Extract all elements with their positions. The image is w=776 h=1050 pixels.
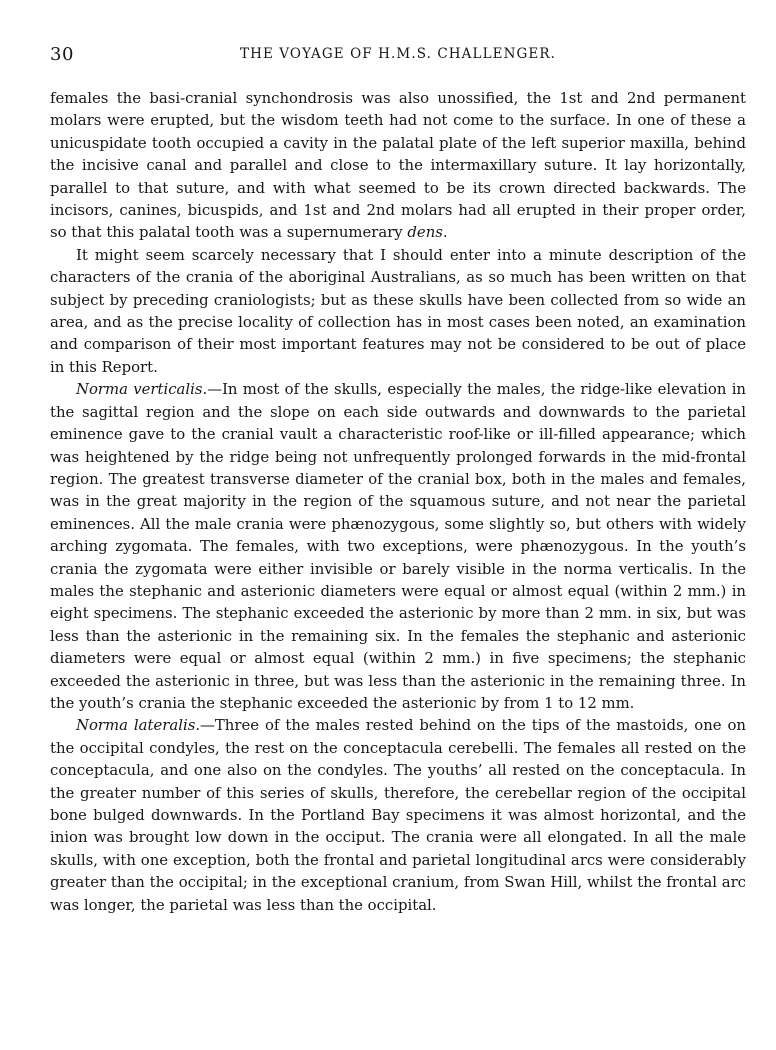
heading-dash: .— — [202, 380, 223, 399]
paragraph-tail: . — [442, 223, 448, 242]
section-heading: Norma verticalis — [76, 380, 203, 399]
body-text — [50, 87, 746, 916]
paragraph-norma-verticalis — [50, 378, 746, 714]
italic-term: dens — [407, 223, 443, 242]
paragraph-1 — [50, 87, 746, 244]
section-heading: Norma lateralis — [76, 716, 196, 735]
paragraph-text: In most of the skulls, especially the males, the ridge-like elevation in the sagittal region and the slope on each side outwards and downwards to the parietal eminence gave to the cranial vault a characteristic roof-like or ill-filled appearance; which was heightened by the ridge being not unfrequently prolonged forwards in the mid-frontal region. The greatest transverse diameter of the cranial box, both in the males and females, was in the great majority in the region of the squamous suture, and not near the parietal eminences. All the male crania were phænozygous, some slightly so, but others with widely arching zygomata. The females, with two exceptions, were phænozygous. In the youth’s crania the zygomata were either invisible or barely visible in the norma verticalis. In the males the stephanic and asterionic diameters were equal or almost equal (within 2 mm.) in eight specimens. The stephanic exceeded the asterionic by more than 2 mm. in six, but was less than the asterionic in the remaining six. In the females the stephanic and asterionic diameters were equal or almost equal (within 2 mm.) in five specimens; the stephanic exceeded the asterionic in three, but was less than the asterionic in the remaining three. In the youth’s crania the stephanic exceeded the asterionic by from 1 to 12 mm. — [50, 380, 746, 712]
heading-dash: .— — [195, 716, 215, 735]
paragraph-text: Three of the males rested behind on the tips of the mastoids, one on the occipital condyles, the rest on the conceptacula cerebelli. The females all rested on the conceptacula, and one also on the condyles. The youths’ all rested on the conceptacula. In the greater number of this series of skulls, therefore, the cerebellar region of the occipital bone bulged downwards. In the Portland Bay specimens it was almost horizontal, and the inion was brought low down in the occiput. The crania were all elongated. In all the male skulls, with one exception, both the frontal and parietal longitudinal arcs were considerably greater than the occipital; in the exceptional cranium, from Swan Hill, whilst the frontal arc was longer, the parietal was less than the occipital. — [50, 716, 746, 914]
paragraph-text: females the basi-cranial synchondrosis was also unossified, the 1st and 2nd permanent molars were erupted, but the wisdom teeth had not come to the surface. In one of these a unicuspidate tooth occupied a cavity in the palatal plate of the left superior maxilla, behind the incisive canal and parallel and close to the intermaxillary suture. It lay horizontally, parallel to that suture, and with what seemed to be its crown directed backwards. The incisors, canines, bicuspids, and 1st and 2nd molars had all erupted in their proper order, so that this palatal tooth was a supernumerary — [50, 89, 746, 242]
page-number: 30 — [50, 44, 74, 65]
page-header — [50, 44, 746, 74]
paragraph-norma-lateralis — [50, 714, 746, 916]
paragraph-2 — [50, 244, 746, 378]
paragraph-text: It might seem scarcely necessary that I should enter into a minute description of the characters of the crania of the aboriginal Australians, as so much has been written on that subject by preceding craniologists; but as these skulls have been collected from so wide an area, and as the precise locality of collection has in most cases been noted, an examination and comparison of their most important features may not be considered to be out of place in this Report. — [50, 245, 746, 376]
running-title: THE VOYAGE OF H.M.S. CHALLENGER. — [239, 46, 557, 62]
